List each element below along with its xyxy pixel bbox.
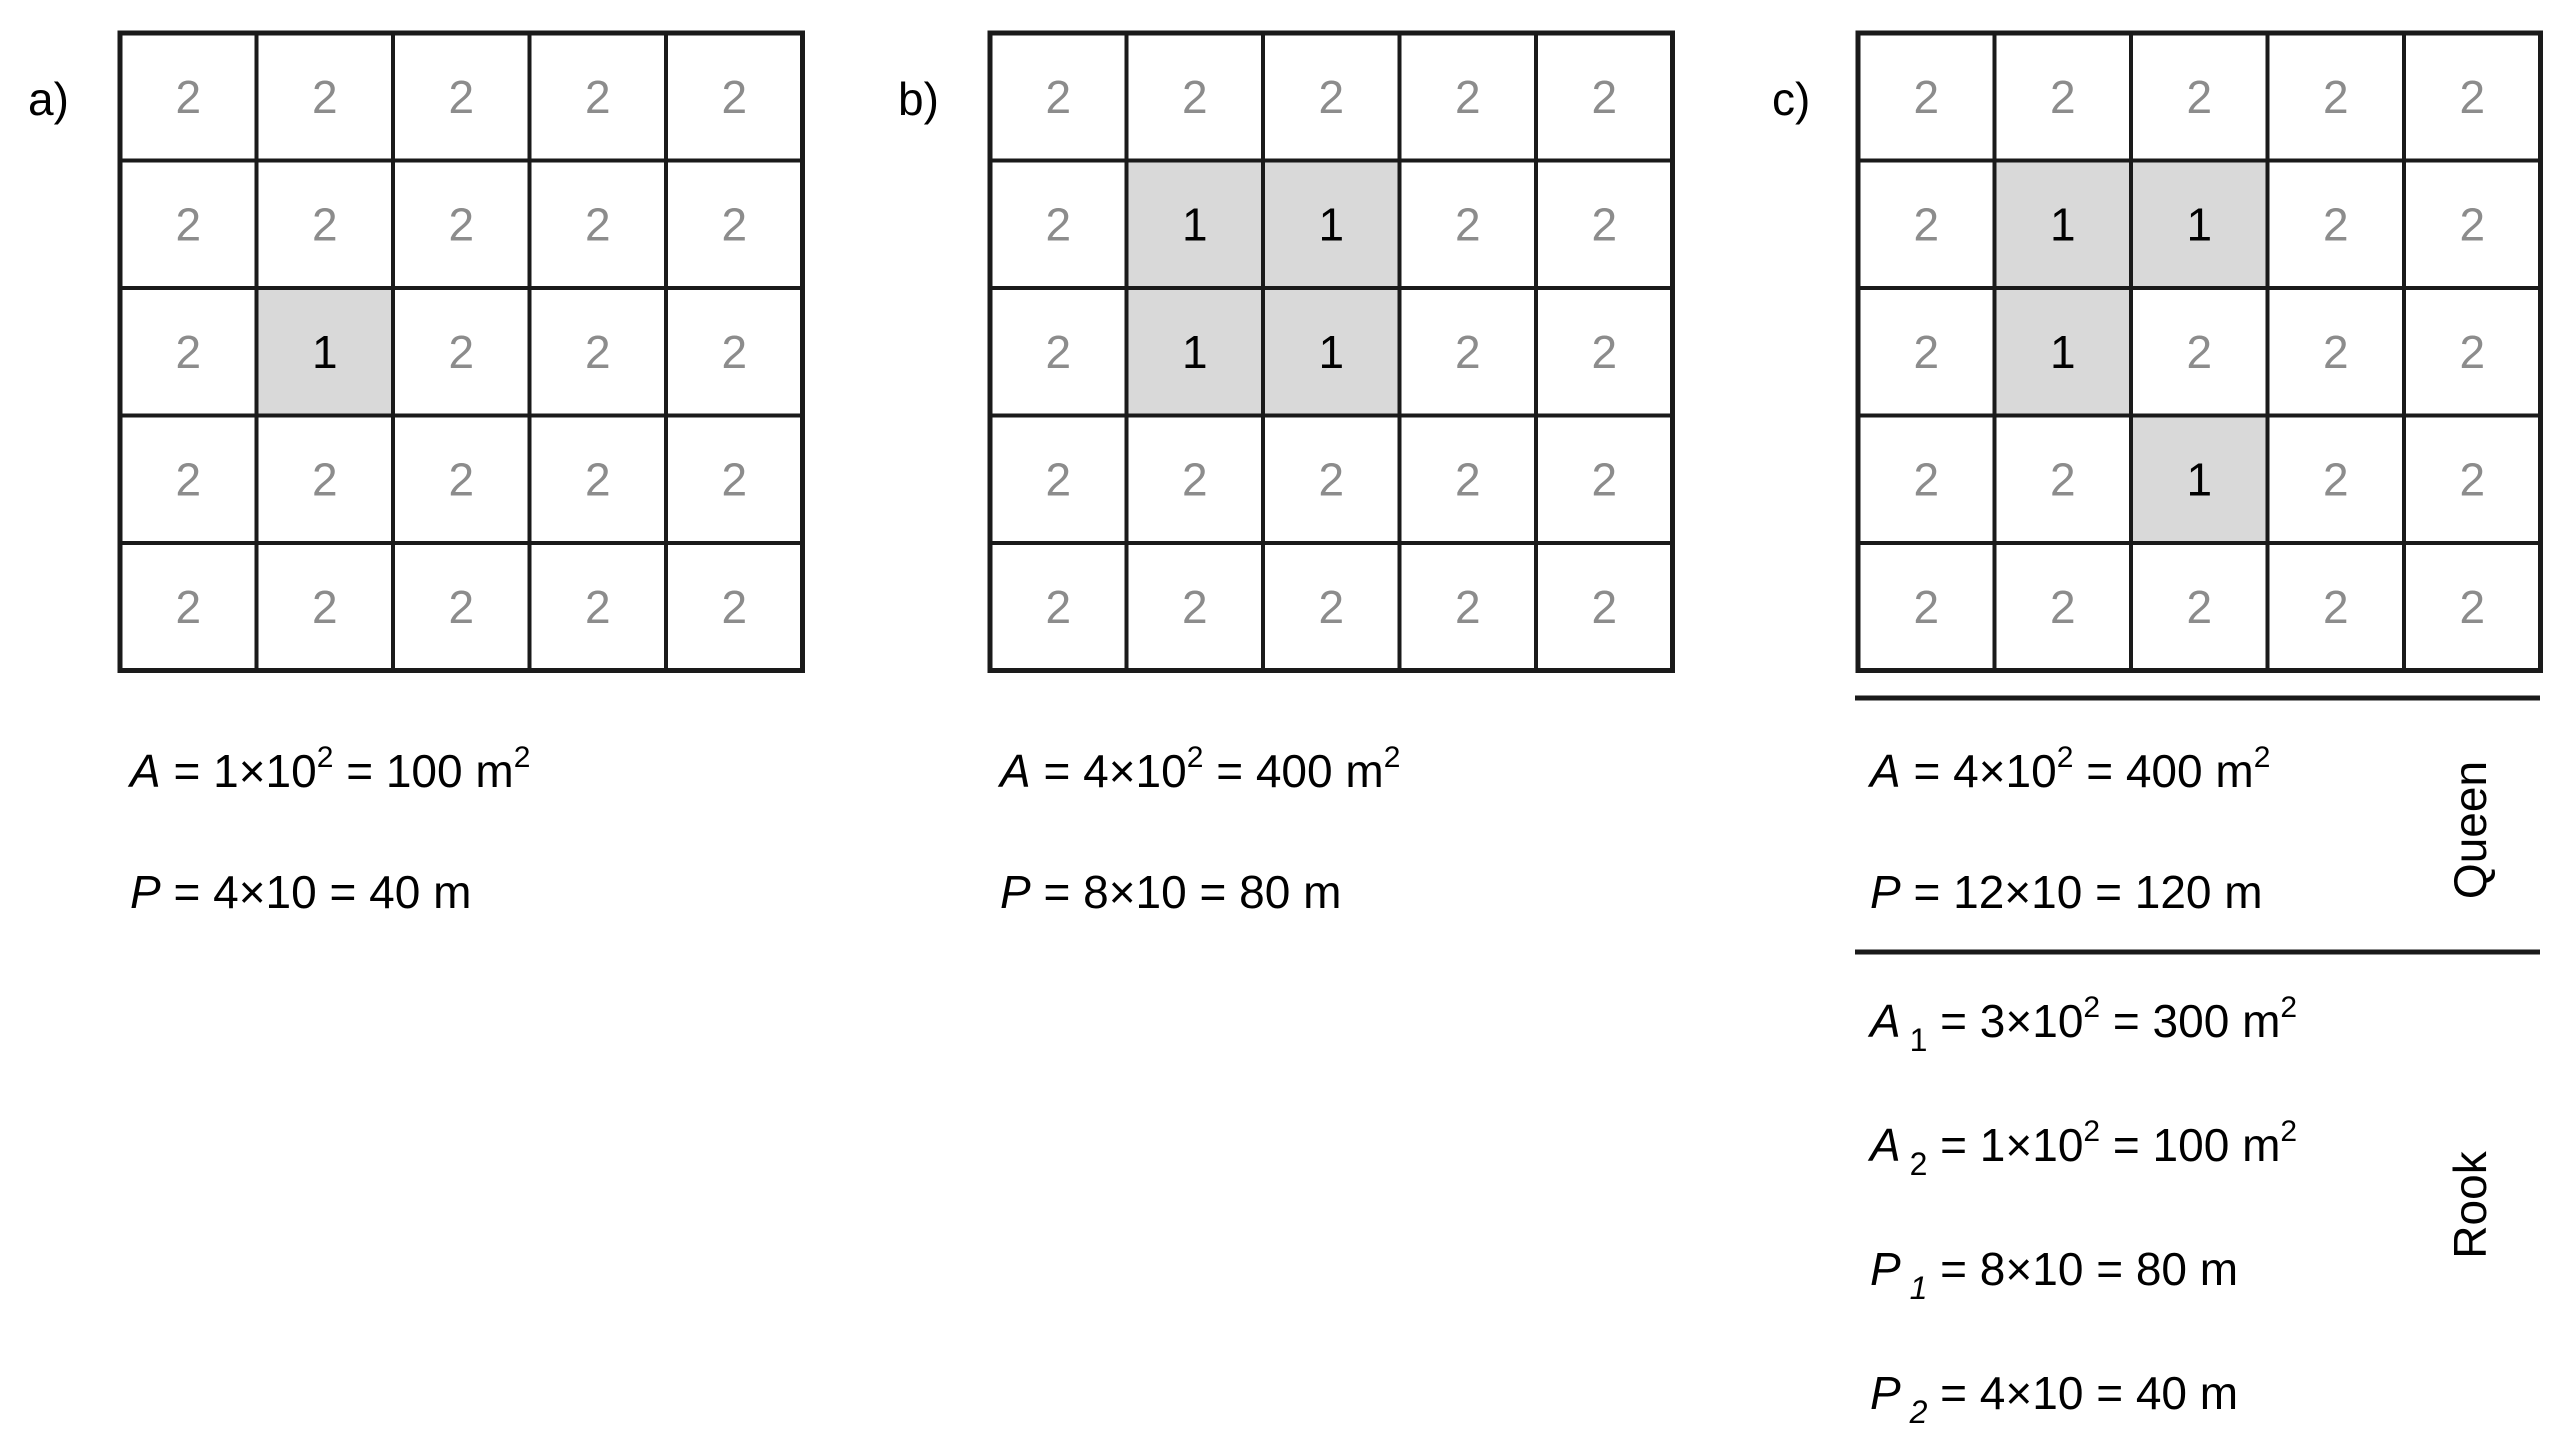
cell-value: 1 (2186, 198, 2213, 251)
cell-value: 2 (175, 198, 202, 251)
cell-value: 2 (721, 70, 748, 123)
cell-value: 2 (2459, 198, 2486, 251)
cell-value: 2 (175, 325, 202, 378)
panel-a-perimeter-formula: P = 4×10 = 40 m (130, 866, 472, 918)
cell-value: 2 (584, 198, 611, 251)
cell-value: 1 (1181, 325, 1208, 378)
cell-value: 2 (2459, 580, 2486, 633)
cell-value: 2 (584, 325, 611, 378)
panel-b-area-formula: $A = 4\times 10^2 = 400$ $m^2$ (1000, 741, 1401, 797)
rook-area-2-formula: A $_2 = 1\times 10^2 = 100$ $m^2$ (1870, 1115, 2298, 1182)
cell-value: 2 (448, 70, 475, 123)
cell-value: 2 (1591, 453, 1618, 506)
queen-area-formula: $A = 4\times 10^2 = 400$ $m^2$ (1870, 741, 2271, 797)
cell-value: 2 (448, 580, 475, 633)
cell-value: 2 (311, 198, 338, 251)
cell-value: 2 (2322, 325, 2349, 378)
panel-b-label: b) (898, 73, 939, 125)
cell-value: 2 (2186, 325, 2213, 378)
cell-value: 1 (2186, 453, 2213, 506)
panel-b (898, 33, 1673, 918)
cell-value: 2 (2186, 70, 2213, 123)
rook-perimeter-1-formula: P $_1$ = 8×10 = 80 m (1870, 1243, 2239, 1306)
panel-a-grid (120, 33, 803, 671)
cell-value: 2 (1181, 453, 1208, 506)
cell-value: 2 (2322, 198, 2349, 251)
cell-value: 2 (175, 453, 202, 506)
rook-perimeter-2-formula: P $_2$ = 4×10 = 40 m (1870, 1367, 2239, 1430)
cell-value: 2 (584, 453, 611, 506)
rook-area-1-formula: A $_1 = 3\times 10^2 = 300$ $m^2$ (1870, 991, 2298, 1058)
cell-value: 2 (448, 325, 475, 378)
cell-value: 2 (1591, 70, 1618, 123)
cell-value: 2 (1454, 70, 1481, 123)
cell-value: 2 (2049, 580, 2076, 633)
cell-value: 2 (448, 453, 475, 506)
panel-c-grid (1858, 33, 2541, 671)
cell-value: 2 (2049, 70, 2076, 123)
cell-value: 2 (1591, 580, 1618, 633)
cell-value: 2 (721, 580, 748, 633)
cell-value: 1 (2049, 325, 2076, 378)
cell-value: 2 (1454, 580, 1481, 633)
panel-a (28, 33, 803, 918)
cell-value: 2 (448, 198, 475, 251)
cell-value: 2 (721, 453, 748, 506)
cell-value: 2 (1913, 198, 1940, 251)
cell-value: 1 (1318, 198, 1345, 251)
cell-value: 2 (175, 580, 202, 633)
cell-value: 2 (311, 70, 338, 123)
cell-value: 2 (1045, 580, 1072, 633)
cell-value: 2 (1913, 580, 1940, 633)
cell-value: 2 (1591, 325, 1618, 378)
queen-label: Queen (2444, 760, 2496, 900)
cell-value: 2 (2322, 453, 2349, 506)
cell-value: 2 (1045, 325, 1072, 378)
panel-a-label: a) (28, 73, 69, 125)
cell-value: 2 (584, 580, 611, 633)
cell-value: 2 (2322, 580, 2349, 633)
cell-value: 2 (311, 580, 338, 633)
cell-value: 2 (1454, 198, 1481, 251)
cell-value: 2 (2459, 70, 2486, 123)
cell-value: 2 (1913, 453, 1940, 506)
cell-value: 2 (721, 325, 748, 378)
cell-value: 2 (1318, 70, 1345, 123)
panel-c (1772, 33, 2541, 1430)
cell-value: 1 (2049, 198, 2076, 251)
cell-value: 2 (2459, 453, 2486, 506)
cell-value: 2 (1454, 325, 1481, 378)
cell-value: 2 (1454, 453, 1481, 506)
queen-perimeter-formula: P = 12×10 = 120 m (1870, 866, 2263, 918)
cell-value: 2 (1181, 580, 1208, 633)
panel-c-label: c) (1772, 73, 1811, 125)
cell-value: 1 (1318, 325, 1345, 378)
cell-value: 2 (1181, 70, 1208, 123)
cell-value: 2 (1913, 70, 1940, 123)
cell-value: 2 (1591, 198, 1618, 251)
cell-value: 2 (1045, 70, 1072, 123)
cell-value: 1 (311, 325, 338, 378)
cell-value: 2 (2049, 453, 2076, 506)
panel-b-perimeter-formula: P = 8×10 = 80 m (1000, 866, 1342, 918)
cell-value: 2 (721, 198, 748, 251)
cell-value: 1 (1181, 198, 1208, 251)
panel-a-area-formula: $A = 1\times 10^2 = 100$ $m^2$ (130, 741, 531, 797)
cell-value: 2 (1913, 325, 1940, 378)
rook-label: Rook (2444, 1151, 2496, 1259)
cell-value: 2 (1045, 198, 1072, 251)
cell-value: 2 (1318, 453, 1345, 506)
cell-value: 2 (1318, 580, 1345, 633)
cell-value: 2 (175, 70, 202, 123)
cell-value: 2 (2322, 70, 2349, 123)
cell-value: 2 (1045, 453, 1072, 506)
cell-value: 2 (584, 70, 611, 123)
panel-b-grid (990, 33, 1673, 671)
cell-value: 2 (2186, 580, 2213, 633)
cell-value: 2 (311, 453, 338, 506)
cell-value: 2 (2459, 325, 2486, 378)
